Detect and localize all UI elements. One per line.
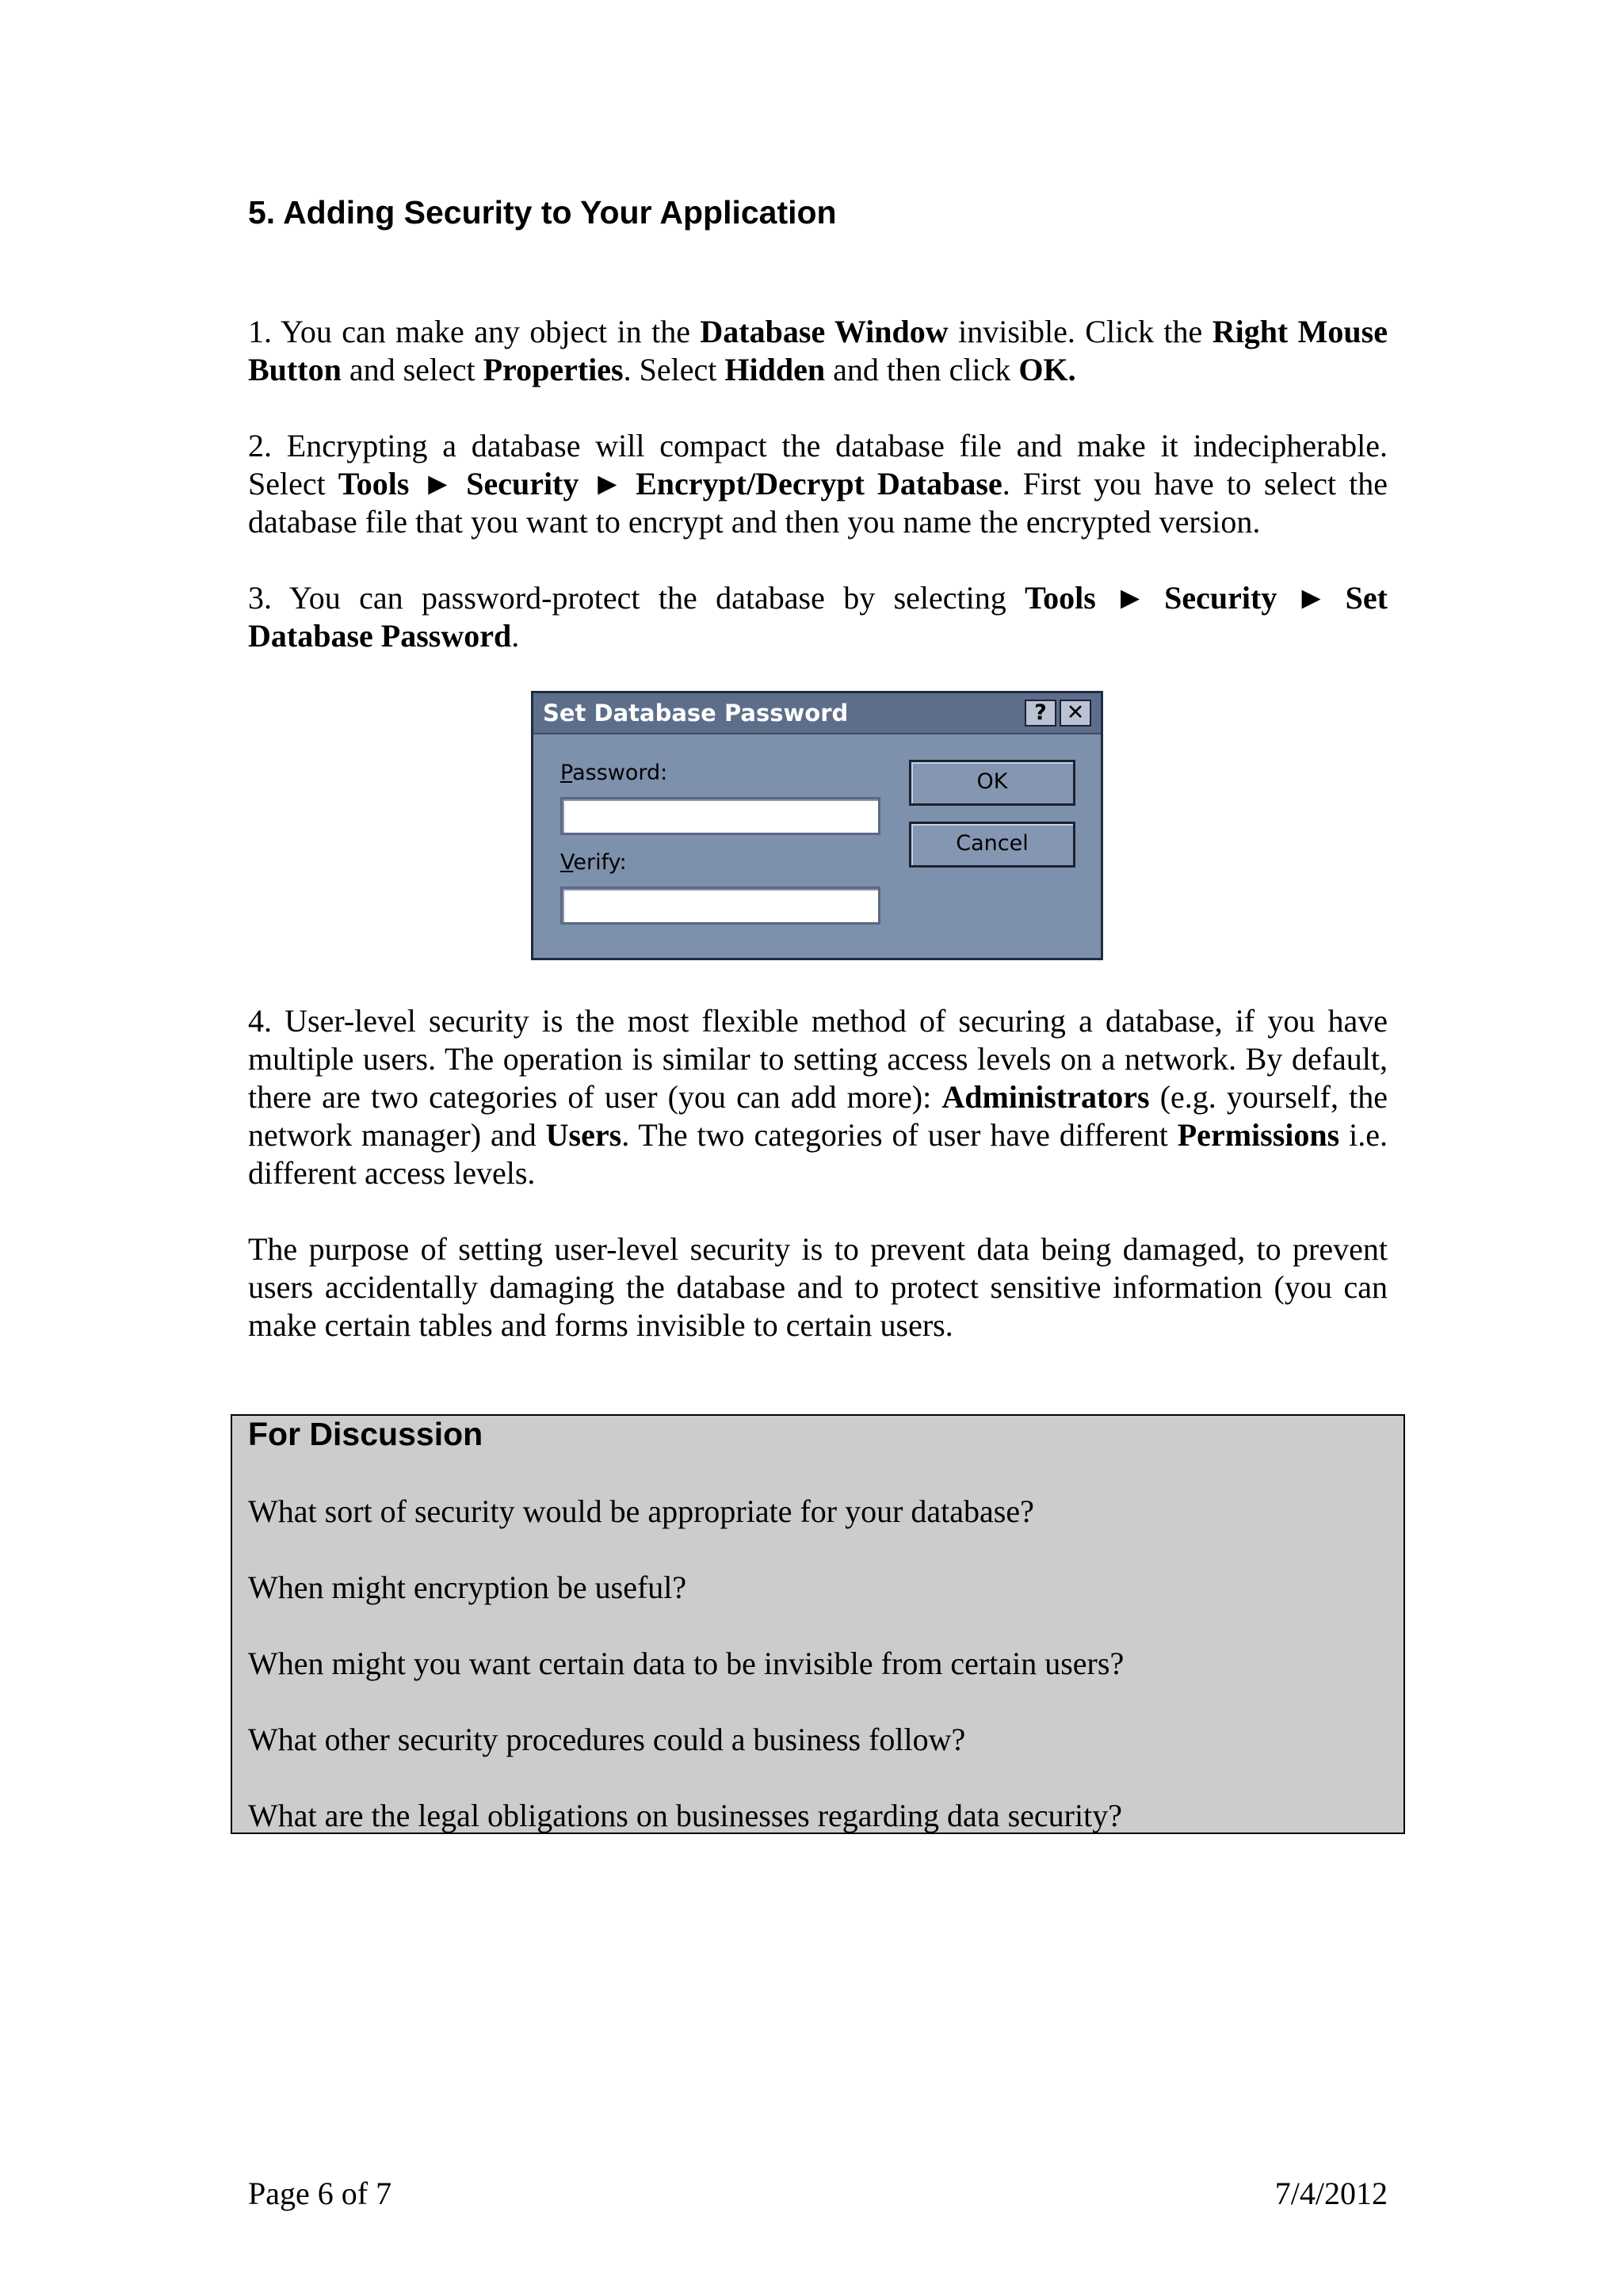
password-label: Password:: [560, 761, 668, 785]
set-database-password-dialog: [531, 691, 1103, 960]
text-run: The purpose of setting user-level security is to prevent data being damaged, to prevent users accidentally damaging the database and to protect sensitive information (you can make certain tables and forms invisible to certain users.: [248, 1231, 1388, 1343]
bold-text: Administrators: [941, 1079, 1150, 1115]
text-run: (e.g. yourself, the network manager) and: [248, 1079, 1388, 1153]
bold-text: Permissions: [1177, 1117, 1340, 1153]
bold-text: Tools ► Security ► Encrypt/Decrypt Database: [338, 466, 1002, 502]
dialog-title: Set Database Password: [543, 700, 849, 727]
paragraph-1: [248, 313, 1388, 389]
text-run: .: [511, 618, 520, 654]
text-run: 3. You can password-protect the database by selecting: [248, 580, 1025, 616]
text-run: and then click: [825, 352, 1019, 387]
discussion-question: What other security procedures could a business follow?: [248, 1722, 966, 1757]
bold-text: Tools ► Security ► Set Database Password: [248, 580, 1388, 654]
text-run: invisible. Click the: [948, 314, 1212, 349]
discussion-question: What are the legal obligations on businesses regarding data security?: [248, 1798, 1122, 1833]
text-run: . The two categories of user have different: [621, 1117, 1178, 1153]
paragraph-3: [248, 579, 1388, 655]
page-number: Page 6 of 7: [248, 2176, 392, 2211]
cancel-button[interactable]: Cancel: [909, 822, 1075, 868]
ok-button[interactable]: OK: [909, 760, 1075, 806]
verify-field[interactable]: [560, 887, 880, 925]
discussion-title: For Discussion: [248, 1416, 483, 1452]
help-icon[interactable]: ?: [1025, 700, 1056, 727]
dialog-title-bar: [533, 693, 1101, 734]
text-run: i.e. different access levels.: [248, 1117, 1388, 1191]
text-run: . Select: [623, 352, 725, 387]
text-run: . First you have to select the database file that you want to encrypt and then you name the encrypted version.: [248, 466, 1388, 540]
section-heading: 5. Adding Security to Your Application: [248, 194, 837, 231]
bold-text: OK.: [1018, 352, 1076, 387]
text-run: 4. User-level security is the most flexible method of securing a database, if you have multiple users. The operation is similar to setting access levels on a network. By default, there are two categories of user (you can add more):: [248, 1003, 1388, 1115]
bold-text: Properties: [483, 352, 624, 387]
paragraph-4: [248, 1002, 1388, 1192]
bold-text: Database Window: [700, 314, 949, 349]
paragraph-5: [248, 1230, 1388, 1344]
discussion-question: When might you want certain data to be invisible from certain users?: [248, 1646, 1125, 1681]
footer-date: 7/4/2012: [1274, 2176, 1388, 2211]
bold-text: Hidden: [724, 352, 826, 387]
discussion-question: When might encryption be useful?: [248, 1569, 687, 1605]
paragraph-2: [248, 427, 1388, 541]
bold-text: Right Mouse Button: [248, 314, 1388, 387]
text-run: and select: [341, 352, 483, 387]
verify-label: Verify:: [560, 850, 627, 875]
bold-text: Users: [545, 1117, 622, 1153]
discussion-box: [231, 1414, 1405, 1834]
close-icon[interactable]: ✕: [1060, 700, 1091, 727]
discussion-question: What sort of security would be appropriate for your database?: [248, 1493, 1034, 1529]
text-run: 2. Encrypting a database will compact the database file and make it indecipherable. Select: [248, 428, 1388, 502]
password-field[interactable]: [560, 797, 880, 835]
text-run: 1. You can make any object in the: [248, 314, 701, 349]
